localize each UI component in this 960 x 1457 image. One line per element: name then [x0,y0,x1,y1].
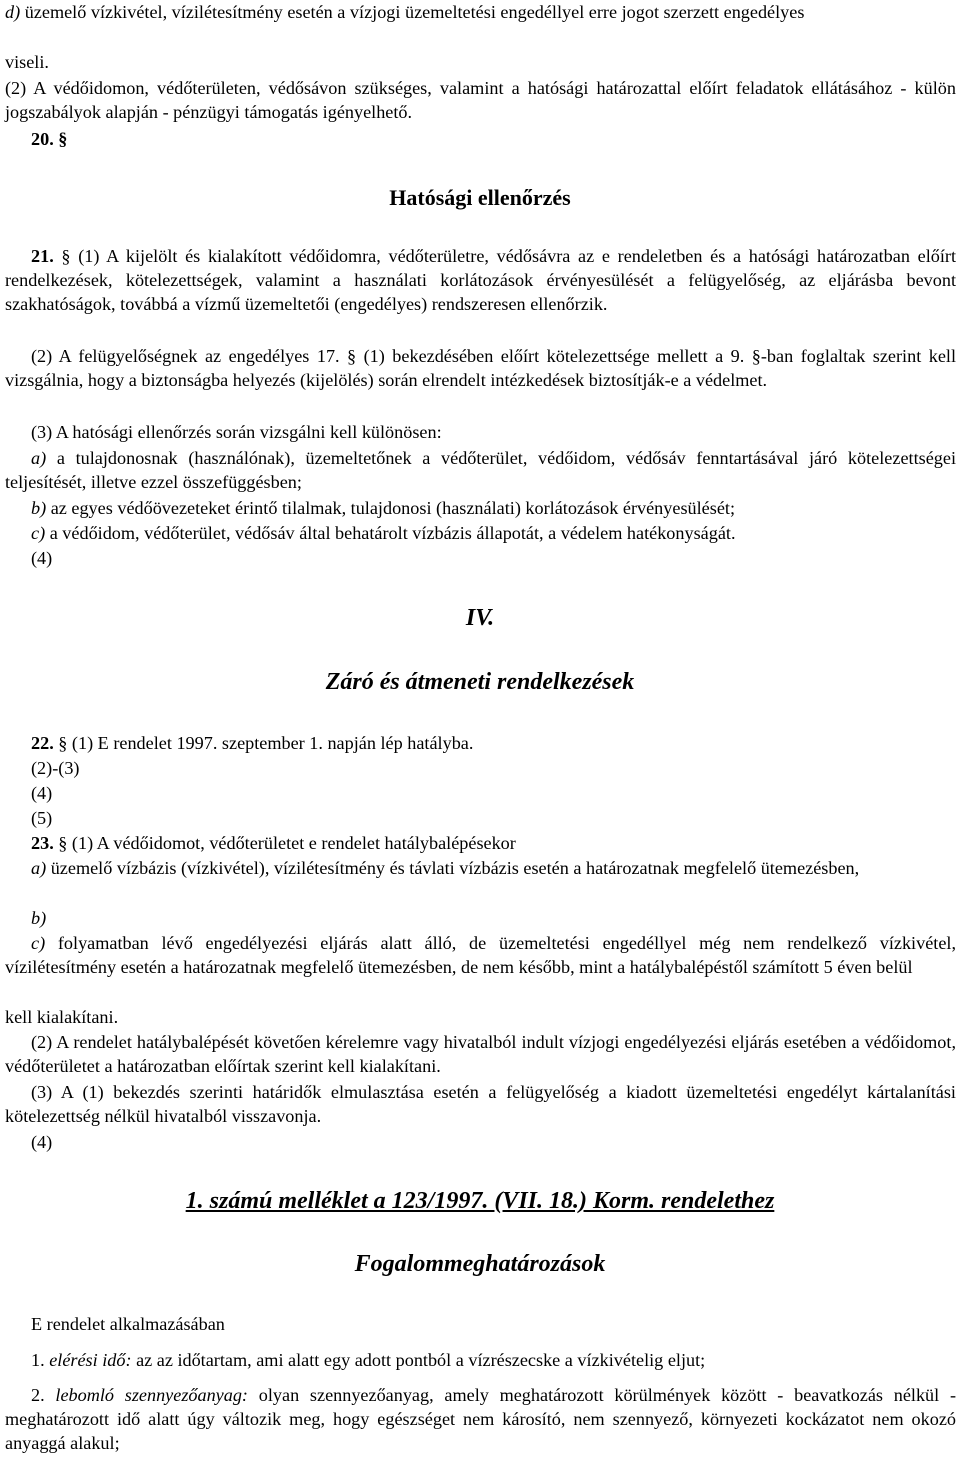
definition-2-num: 2. [31,1385,45,1405]
definition-2-term: lebomló szennyezőanyag: [55,1385,248,1405]
section-23-p3: (3) A (1) bekezdés szerinti határidők elmulasztása esetén a felügyelőség a kiadott üzemeltetési engedélyt kártalanítási kötelezettség nélkül hivatalból visszavonja. [5,1082,956,1126]
section-23-c-cont: kell kialakítani. [5,1007,119,1027]
section-23-b [31,906,46,930]
definition-1 [31,1348,705,1372]
annex-intro: E rendelet alkalmazásában [31,1314,225,1334]
item-d-cont: viseli. [5,52,49,72]
section-23-c-text: folyamatban lévő engedélyezési eljárás alatt álló, de üzemeltetési engedéllyel még nem rendelkező vízkivétel, vízilétesítmény esetén a határozatnak megfelelő ütemezésben, de nem később, mint a hatálybalépéstől számított 5 éven belül [5,933,956,977]
section-21-a [5,446,956,494]
section-22-p1-text: § (1) E rendelet 1997. szeptember 1. napján lép hatályba. [58,733,474,753]
definition-1-term: elérési idő: [49,1350,132,1370]
section-21-p1-text: § (1) A kijelölt és kialakított védőidomra, védőterületre, védősávra az e rendeletben és a hatósági határozatban előírt rendelkezések, kötelezettségek, valamint a használati korlátozások érvényesülését a felügyelőség, az eljárásba bevont szakhatóságok, továbbá a vízmű üzemeltetői (engedélyes) rendszeresen ellenőrzik. [5,246,956,314]
section-21-b-label: b) [31,498,47,518]
part-roman: IV. [465,605,495,631]
definition-1-text: az az időtartam, ami alatt egy adott pontból a vízrészecske a vízkivételig eljut; [136,1350,706,1370]
item-d-label: d) [5,2,21,22]
section-23-c-label: c) [31,933,46,953]
paragraph-2: (2) A védőidomon, védőterületen, védősávon szükséges, valamint a hatósági határozattal előírt feladatok ellátásához - külön jogszabályok alapján - pénzügyi támogatás igényelhető. [5,78,956,122]
section-23-a [5,856,956,880]
section-21-a-text: a tulajdonosnak (használónak), üzemeltetőnek a védőterület, védőidom, védősáv fenntartásával járó kötelezettségei teljesítését, illetve ezzel összefüggésben; [5,448,956,492]
section-21-p1 [5,244,956,316]
section-21-p3: (3) A hatósági ellenőrzés során vizsgálni kell különösen: [31,422,442,442]
section-23-p4: (4) [31,1132,53,1152]
section-23-c [5,931,956,979]
section-21-b-text: az egyes védőövezeteket érintő tilalmak, tulajdonosi (használati) korlátozások érvényesülését; [50,498,735,518]
annex-title: 1. számú melléklet a 123/1997. (VII. 18.) Korm. rendelethez [185,1188,775,1214]
section-23-b-label: b) [31,908,47,928]
section-20: 20. § [31,129,68,149]
section-title: Hatósági ellenőrzés [389,185,571,210]
part-title: Záró és átmeneti rendelkezések [325,669,635,695]
section-21-b [31,496,735,520]
section-21-c-text: a védőidom, védőterület, védősáv által behatárolt vízbázis állapotát, a védelem hatékonyságát. [49,523,736,543]
section-21-a-label: a) [31,448,47,468]
section-23-p1-text: § (1) A védőidomot, védőterületet e rendelet hatálybalépésekor [58,833,516,853]
definition-1-num: 1. [31,1350,45,1370]
section-23-num: 23. [31,833,54,853]
item-d [5,0,956,24]
section-21-num: 21. [31,246,54,266]
section-23-p2: (2) A rendelet hatálybalépését követően kérelemre vagy hivatalból indult vízjogi engedélyezési eljárás esetében a védőidomot, védőterületet a határozatban előírtak szerint kell kialakítani. [5,1032,956,1076]
section-21-p2: (2) A felügyelőségnek az engedélyes 17. § (1) bekezdésében előírt kötelezettsége mellett a 9. §-ban foglaltak szerint kell vizsgálnia, hogy a biztonságba helyezés (kijelölés) során elrendelt intézkedések biztosítják-e a védelmet. [5,346,956,390]
section-22-p5: (5) [31,808,53,828]
definition-2 [5,1383,956,1455]
annex-subtitle: Fogalommeghatározások [354,1251,606,1277]
section-21-c-label: c) [31,523,46,543]
section-21-p4: (4) [31,548,53,568]
section-23-a-label: a) [31,858,47,878]
item-d-text: üzemelő vízkivétel, vízilétesítmény esetén a vízjogi üzemeltetési engedéllyel erre jogot szerzett engedélyes [24,2,805,22]
section-22-p4: (4) [31,783,53,803]
section-23-a-text: üzemelő vízbázis (vízkivétel), vízilétesítmény és távlati vízbázis esetén a határozatnak megfelelő ütemezésben, [50,858,860,878]
section-22-p1 [31,731,473,755]
section-23-p1 [31,831,516,855]
definition-2-text: olyan szennyezőanyag, amely meghatározott körülmények között - beavatkozás nélkül - meghatározott idő alatt úgy változik meg, hogy egészséget nem károsító, nem szennyező, környezeti kockázatot nem okozó anyaggá alakul; [5,1385,957,1453]
section-22-p23: (2)-(3) [31,758,80,778]
section-21-c [31,521,736,545]
section-22-num: 22. [31,733,54,753]
